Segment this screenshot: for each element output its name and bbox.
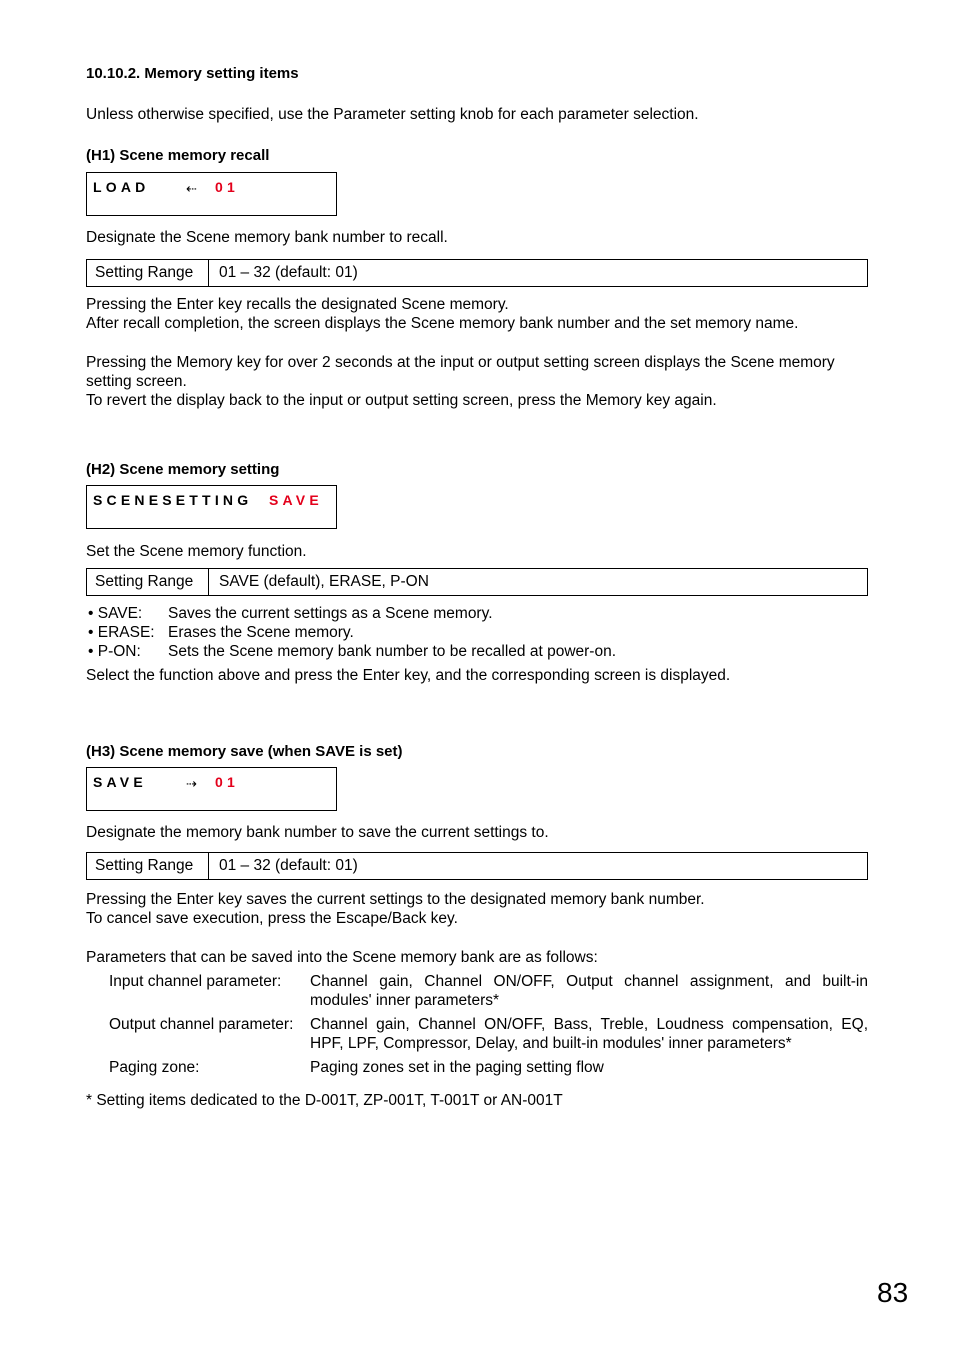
- range-key: Setting Range: [87, 853, 209, 879]
- h2-note: Select the function above and press the Enter key, and the corresponding screen is displayed.: [86, 667, 731, 684]
- h1-para-1: Pressing the Enter key recalls the designated Scene memory.: [86, 296, 509, 313]
- left-arrow-icon: ⇠: [186, 181, 197, 196]
- param-label: Output channel parameter:: [109, 1016, 294, 1033]
- footnote: * Setting items dedicated to the D-001T, ZP-001T, T-001T or AN-001T: [86, 1092, 563, 1109]
- lcd-value: 01: [215, 774, 239, 790]
- bullet-term: • ERASE:: [88, 624, 155, 641]
- bullet-term: • P-ON:: [88, 643, 141, 660]
- lcd-value: SAVE: [269, 492, 323, 508]
- h2-description: Set the Scene memory function.: [86, 543, 307, 560]
- lcd-label: LOAD: [93, 179, 150, 195]
- bullet-desc: Saves the current settings as a Scene memory.: [168, 605, 493, 622]
- param-value: Channel gain, Channel ON/OFF, Bass, Treble, Loudness compensation, EQ, HPF, LPF, Compressor, Delay, and built-in modules' inner parameters*: [310, 1016, 868, 1052]
- h3-para-1: Pressing the Enter key saves the current settings to the designated memory bank number.: [86, 891, 705, 908]
- range-value: SAVE (default), ERASE, P-ON: [219, 573, 429, 590]
- range-value: 01 – 32 (default: 01): [219, 264, 358, 281]
- h3-para-2: To cancel save execution, press the Escape/Back key.: [86, 910, 458, 927]
- h3-setting-range-table: [86, 852, 868, 880]
- h1-description: Designate the Scene memory bank number to recall.: [86, 229, 448, 246]
- h2-title: (H2) Scene memory setting: [86, 461, 280, 478]
- h1-para-3b: setting screen.: [86, 373, 187, 390]
- bullet-desc: Erases the Scene memory.: [168, 624, 354, 641]
- bullet-term: • SAVE:: [88, 605, 143, 622]
- range-key: Setting Range: [87, 569, 209, 595]
- h1-para-3a: Pressing the Memory key for over 2 seconds at the input or output setting screen displays the Scene memory: [86, 354, 835, 371]
- h3-description: Designate the memory bank number to save the current settings to.: [86, 824, 549, 841]
- h1-para-2: After recall completion, the screen displays the Scene memory bank number and the set memory name.: [86, 315, 799, 332]
- h2-setting-range-table: [86, 568, 868, 596]
- lcd-value: 01: [215, 179, 239, 195]
- h1-title: (H1) Scene memory recall: [86, 147, 270, 164]
- h1-para-4: To revert the display back to the input or output setting screen, press the Memory key again.: [86, 392, 717, 409]
- h2-lcd-display: [86, 485, 337, 529]
- right-arrow-icon: ⇢: [186, 776, 197, 791]
- param-value: Channel gain, Channel ON/OFF, Output channel assignment, and built-in modules' inner parameters*: [310, 973, 868, 1009]
- h3-title: (H3) Scene memory save (when SAVE is set): [86, 743, 403, 760]
- bullet-desc: Sets the Scene memory bank number to be recalled at power-on.: [168, 643, 617, 660]
- intro-text: Unless otherwise specified, use the Parameter setting knob for each parameter selection.: [86, 106, 699, 123]
- param-label: Paging zone:: [109, 1059, 200, 1076]
- h3-para-3: Parameters that can be saved into the Scene memory bank are as follows:: [86, 949, 598, 966]
- page-number: 83: [877, 1277, 909, 1308]
- range-value: 01 – 32 (default: 01): [219, 857, 358, 874]
- lcd-label: SAVE: [93, 774, 147, 790]
- param-value: Paging zones set in the paging setting flow: [310, 1059, 604, 1076]
- section-title: 10.10.2. Memory setting items: [86, 65, 299, 82]
- h1-setting-range-table: [86, 259, 868, 287]
- lcd-label: SCENESETTING: [93, 492, 253, 508]
- h3-lcd-display: [86, 767, 337, 811]
- h1-lcd-display: [86, 172, 337, 216]
- param-label: Input channel parameter:: [109, 973, 282, 990]
- range-key: Setting Range: [87, 260, 209, 286]
